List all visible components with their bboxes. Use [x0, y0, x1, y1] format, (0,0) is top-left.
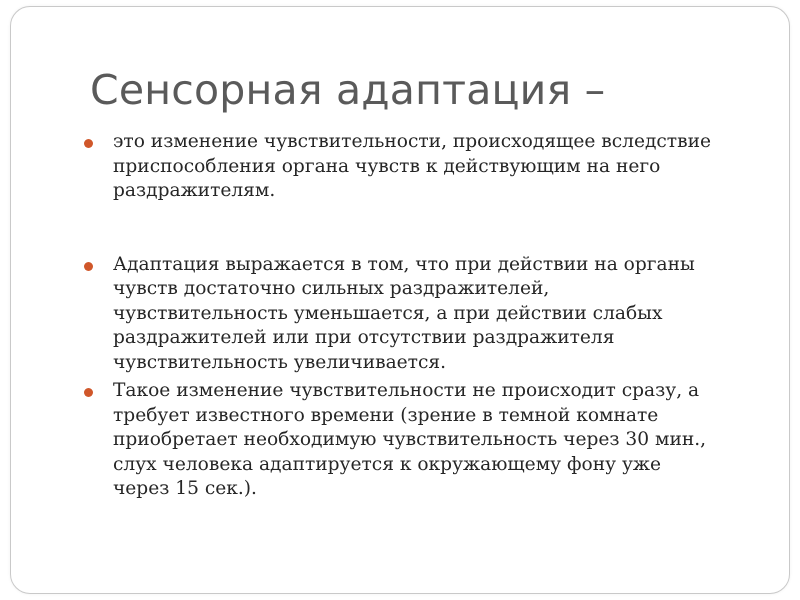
bullet-text-line: через 15 сек.). [113, 478, 257, 499]
bullet-text-line: чувствительность увеличивается. [113, 351, 447, 373]
bullet-text-line: раздражителям. [113, 180, 276, 201]
bullet-text-line: Такое изменение чувствительности не происходит сразу, а [113, 380, 700, 401]
bullet-item-definition [84, 130, 774, 204]
bullet-dot-icon [84, 388, 93, 397]
bullet-text-line: приобретает необходимую чувствительность через 30 мин., [113, 429, 707, 450]
bullet-text-line: раздражителей или при отсутствии раздражителя [113, 327, 615, 348]
bullet-text-line: чувств достаточно сильных раздражителей, [113, 278, 550, 299]
bullet-text-line: слух человека адаптируется к окружающему фону уже [113, 453, 662, 475]
bullet-dot-icon [84, 139, 93, 148]
slide-title: Сенсорная адаптация – [90, 66, 606, 114]
bullet-item-timing [84, 379, 774, 502]
bullet-text-line: требует известного времени (зрение в темной комнате [113, 404, 659, 426]
bullet-text-line: приспособления органа чувств к действующим на него [113, 155, 661, 177]
bullet-list [84, 130, 774, 502]
bullet-dot-icon [84, 262, 93, 271]
bullet-text-line: Адаптация выражается в том, что при действии на органы [113, 253, 695, 275]
bullet-text-line: это изменение чувствительности, происходящее вследствие [113, 131, 711, 152]
bullet-item-expression [84, 253, 774, 376]
bullet-text-line: чувствительность уменьшается, а при действии слабых [113, 302, 663, 324]
